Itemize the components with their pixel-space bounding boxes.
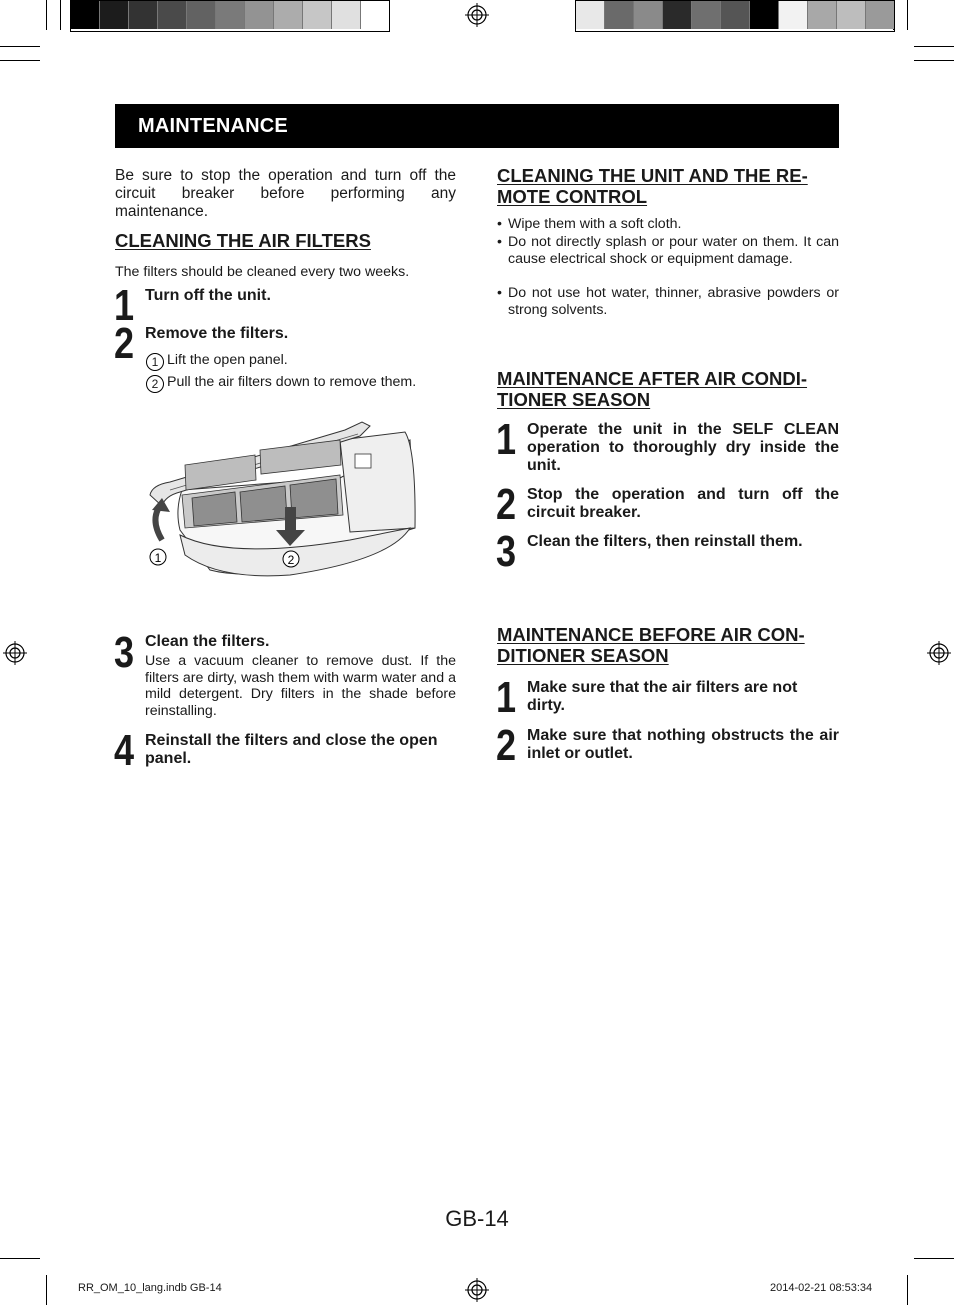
circled-number: 1 [146,353,164,371]
heading-cleaning-air-filters: CLEANING THE AIR FILTERS [115,230,371,251]
step-number: 2 [496,721,516,770]
color-swatch [866,1,894,29]
step-title: Turn off the unit. [145,287,271,304]
step-number: 1 [114,281,134,330]
step-number: 1 [496,673,516,722]
substep-text: Pull the air filters down to remove them. [167,374,417,390]
registration-mark-icon [3,641,27,665]
color-swatch [129,1,158,29]
color-swatch [274,1,303,29]
bullet-text: Wipe them with a soft cloth. [508,216,682,232]
registration-mark-icon [927,641,951,665]
color-swatch [721,1,750,29]
color-swatch [245,1,274,29]
heading-maintenance-after-season [497,369,807,410]
color-swatch [663,1,692,29]
figure-marker-1: 1 [154,551,162,565]
step-number: 4 [114,726,134,775]
intro-text: Be sure to stop the operation and turn off the circuit breaker before performing any maintenance. [115,167,456,220]
substep [146,352,288,371]
step-title: Operate the unit in the SELF CLEAN operation to thoroughly dry inside the unit. [527,421,839,474]
step-number: 1 [496,415,516,464]
step-title: Clean the filters, then reinstall them. [527,533,803,550]
file-slug: RR_OM_10_lang.indb GB-14 [78,1282,222,1294]
circled-number: 2 [146,375,164,393]
registration-mark-icon [465,1278,489,1302]
heading-line: MAINTENANCE BEFORE AIR CON- [497,624,805,645]
color-swatch [100,1,129,29]
color-swatch [634,1,663,29]
timestamp-slug: 2014-02-21 08:53:34 [770,1282,873,1294]
color-bar-left [70,0,390,32]
step-number: 2 [114,319,134,368]
color-swatch [692,1,721,29]
step-title: Make sure that the air filters are not dirty. [527,679,798,714]
page-number: GB-14 [445,1206,509,1231]
color-swatch [303,1,332,29]
step-body: Use a vacuum cleaner to remove dust. If the filters are dirty, wash them with warm water and a mild detergent. Dry filters in the shade before reinstalling. [145,653,456,719]
heading-line: CLEANING THE UNIT AND THE RE- [497,165,808,186]
color-swatch [837,1,866,29]
step-title: Stop the operation and turn off the circuit breaker. [527,486,839,521]
step-title: Make sure that nothing obstructs the air inlet or outlet. [527,727,839,762]
bullet-text: Do not directly splash or pour water on them. It can cause electrical shock or equipment damage. [508,234,839,267]
figure-marker-2: 2 [287,553,295,567]
heading-line: DITIONER SEASON [497,644,669,666]
step-title: Remove the filters. [145,325,289,342]
step-number: 2 [496,480,516,529]
heading-line: MOTE CONTROL [497,185,648,207]
section-title-bar: MAINTENANCE [115,104,839,148]
step-title: Clean the filters. [145,633,270,650]
step-number: 3 [496,527,516,576]
color-swatch [605,1,634,29]
color-bar-right [575,0,895,32]
filters-note: The filters should be cleaned every two weeks. [115,264,410,280]
step-title: Reinstall the filters and close the open panel. [145,732,438,767]
bullet-text: Do not use hot water, thinner, abrasive powders or strong solvents. [508,285,839,318]
color-swatch [216,1,245,29]
substep-text: Lift the open panel. [167,352,288,368]
heading-cleaning-unit-remote [497,166,808,207]
heading-maintenance-before-season [497,625,805,666]
bullet-item: • Do not use hot water, thinner, abrasive powders or strong solvents. [497,285,839,318]
registration-mark-icon [465,3,489,27]
filter-removal-illustration [140,410,430,580]
color-swatch [332,1,361,29]
substep [146,374,416,393]
color-swatch [576,1,605,29]
heading-line: TIONER SEASON [497,388,651,410]
step-number: 3 [114,628,134,677]
bullet-item: • Wipe them with a soft cloth. [497,216,839,233]
color-swatch [779,1,808,29]
color-swatch [187,1,216,29]
color-swatch [361,1,389,29]
color-swatch [750,1,779,29]
bullet-item: • Do not directly splash or pour water on them. It can cause electrical shock or equipment damage. [497,234,839,267]
heading-line: MAINTENANCE AFTER AIR CONDI- [497,368,808,389]
color-swatch [71,1,100,29]
color-swatch [808,1,837,29]
color-swatch [158,1,187,29]
